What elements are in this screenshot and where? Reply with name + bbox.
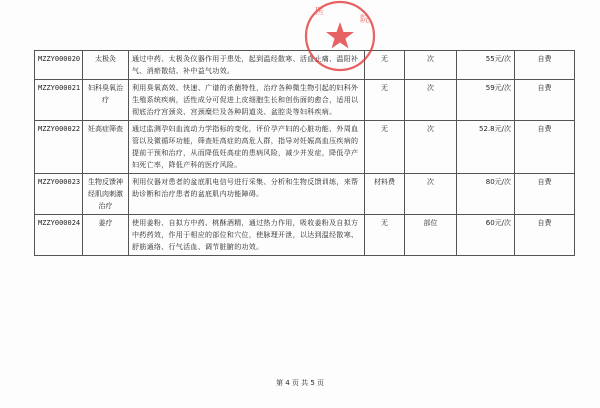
item-material: 无	[365, 215, 405, 256]
item-code: MZZY000024	[35, 215, 83, 256]
item-unit: 部位	[405, 215, 457, 256]
item-price: 60元/次	[457, 215, 515, 256]
item-material: 无	[365, 121, 405, 174]
item-unit: 次	[405, 174, 457, 215]
item-note: 自费	[515, 80, 575, 121]
item-material: 无	[365, 80, 405, 121]
item-note: 自费	[515, 121, 575, 174]
item-note: 自费	[515, 51, 575, 80]
item-unit: 次	[405, 121, 457, 174]
item-unit: 次	[405, 51, 457, 80]
item-name: 妇科臭氧治疗	[83, 80, 129, 121]
item-code: MZZY000021	[35, 80, 83, 121]
item-price: 59元/次	[457, 80, 515, 121]
item-description: 通过监测孕妇血流动力学指标的变化，评价孕产妇的心脏功能、外周血管以及微循环功能，筛查妊高症的高危人群，指导对妊娠高血压疾病的提前干预和治疗，从而降低妊高症的患病风险，减少并发症，降低孕产妇死亡率，降低产科的医疗风险。	[129, 121, 365, 174]
table-row	[35, 174, 575, 215]
table-row	[35, 51, 575, 80]
item-code: MZZY000022	[35, 121, 83, 174]
fee-table	[34, 50, 575, 256]
svg-text:院: 院	[360, 15, 370, 25]
table-row	[35, 80, 575, 121]
item-price: 52.8元/次	[457, 121, 515, 174]
svg-text:医: 医	[315, 7, 325, 17]
item-note: 自费	[515, 215, 575, 256]
item-price: 80元/次	[457, 174, 515, 215]
item-name: 生物反馈神经肌肉刺激治疗	[83, 174, 129, 215]
item-material: 无	[365, 51, 405, 80]
page-footer: 第 4 页 共 5 页	[275, 379, 325, 387]
item-description: 通过中药、太极灸仪器作用于患处，起到温经散寒、活血止痛、温阳补气、消瘀散结、补中益气功效。	[129, 51, 365, 80]
item-name: 妊高症筛查	[83, 121, 129, 174]
item-unit: 次	[405, 80, 457, 121]
item-description: 利用臭氧高效、快速、广谱的杀菌特性，治疗各种微生物引起的妇科外生殖系统疾病，活性成分可促进上皮细胞生长和创伤面的愈合，适用以彻底治疗宫颈炎、宫颈糜烂及各种阴道炎、盆腔炎等妇科疾病。	[129, 80, 365, 121]
item-code: MZZY000023	[35, 174, 83, 215]
item-material: 材料费	[365, 174, 405, 215]
item-description: 利用仪器对患者的盆底肌电信号进行采集、分析和生物反馈训练，来帮助诊断和治疗患者的盆底肌内功能障碍。	[129, 174, 365, 215]
item-code: MZZY000020	[35, 51, 83, 80]
item-name: 姜疗	[83, 215, 129, 256]
item-price: 55元/次	[457, 51, 515, 80]
table-row	[35, 121, 575, 174]
item-note: 自费	[515, 174, 575, 215]
item-name: 太极灸	[83, 51, 129, 80]
item-description: 使用姜粉、自拟方中药、桃酥酒精，通过热力作用，吸收姜粉及自拟方中药药效，作用于相应的部位和穴位，使脉理开泄，以达到温经散寒、舒筋通络、行气活血、调节脏腑的功效。	[129, 215, 365, 256]
table-row	[35, 215, 575, 256]
